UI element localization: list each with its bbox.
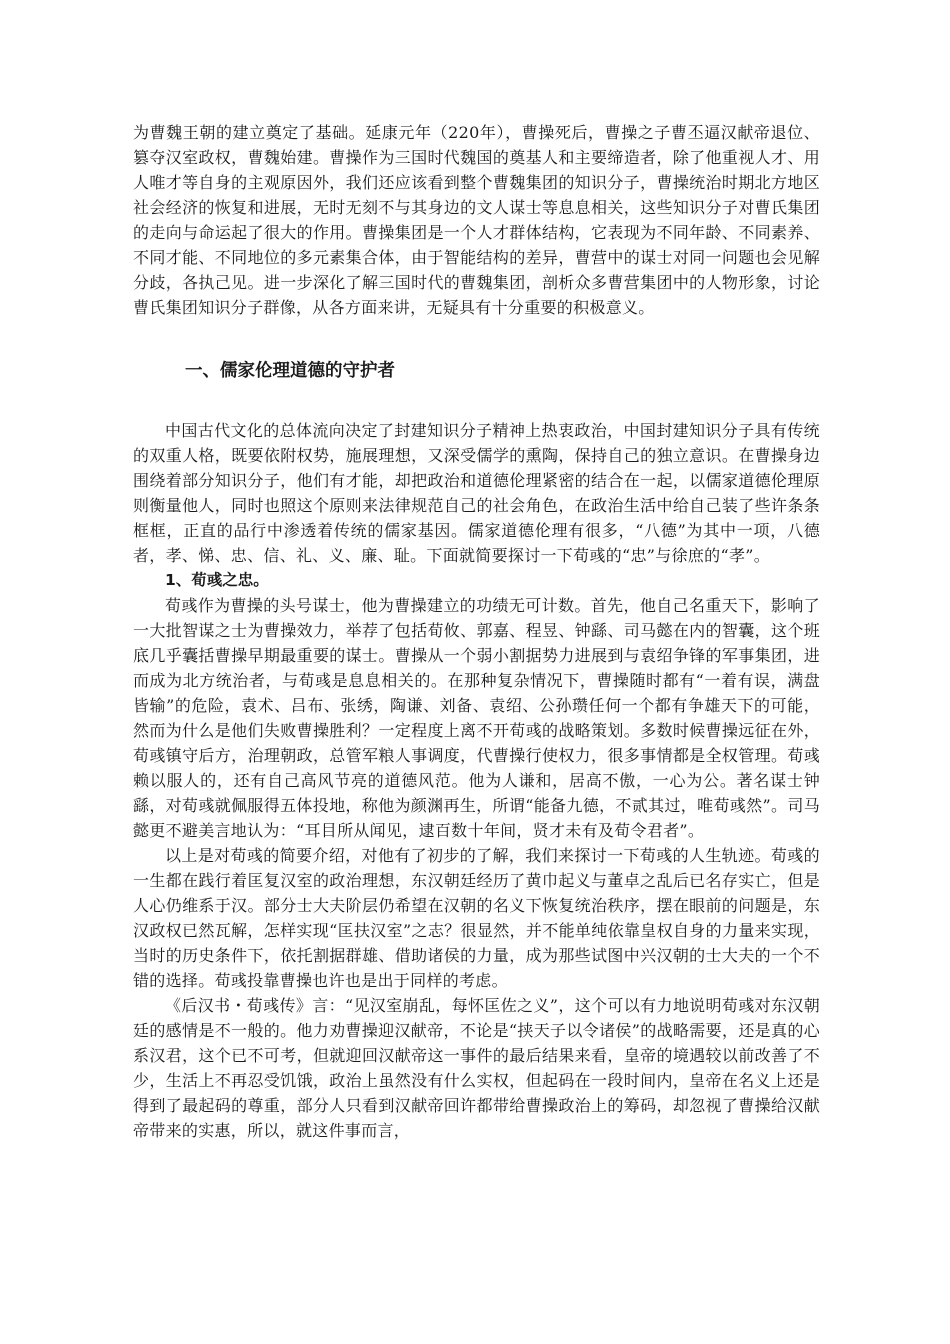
section-paragraph: 中国古代文化的总体流向决定了封建知识分子精神上热衷政治，中国封建知识分子具有传统的双重人格，既要依附权势，施展理想，又深受儒学的熏陶，保持自己的独立意识。在曹操身边围绕着部分知识分子，他们有才能，却把政治和道德伦理紧密的结合在一起，以儒家道德伦理原则衡量他人，同时也照这个原则来法律规范自己的社会角色，在政治生活中给自己装了些许条条框框，正直的品行中渗透着传统的儒家基因。儒家道德伦理有很多，“八德”为其中一项，八德者，孝、悌、忠、信、礼、义、廉、耻。下面就简要探讨一下荀彧的“忠”与徐庶的“孝”。 <box>133 421 820 565</box>
body-paragraph-2: 以上是对荀彧的简要介绍，对他有了初步的了解，我们来探讨一下荀彧的人生轨迹。荀彧的一生都在践行着匡复汉室的政治理想，东汉朝廷经历了黄巾起义与董卓之乱后已名存实亡，但是人心仍维系于汉。部分士大夫阶层仍希望在汉朝的名义下恢复统治秩序，摆在眼前的问题是，东汉政权已然瓦解，怎样实现“匡扶汉室”之志？很显然，并不能单纯依靠皇权自身的力量来实现，当时的历史条件下，依托割据群雄、借助诸侯的力量，成为那些试图中兴汉朝的士大夫的一个不错的选择。荀彧投靠曹操也许也是出于同样的考虑。 <box>133 846 820 990</box>
subsection-heading: 1、荀彧之忠。 <box>165 571 269 589</box>
body-paragraph-1: 荀彧作为曹操的头号谋士，他为曹操建立的功绩无可计数。首先，他自己名重天下，影响了一大批智谋之士为曹操效力，举荐了包括荀攸、郭嘉、程昱、钟繇、司马懿在内的智囊，这个班底几乎囊括曹操早期最重要的谋士。曹操从一个弱小割据势力进展到与袁绍争锋的军事集团，进而成为北方统治者，与荀彧是息息相关的。在那种复杂情况下，曹操随时都有“一着有误，满盘皆输”的危险，袁术、吕布、张绣，陶谦、刘备、袁绍、公孙瓒任何一个都有争雄天下的可能，然而为什么是他们失败曹操胜利？一定程度上离不开荀彧的战略策划。多数时候曹操远征在外，荀彧镇守后方，治理朝政，总管军粮人事调度，代曹操行使权力，很多事情都是全权管理。荀彧赖以服人的，还有自己高风节亮的道德风范。他为人谦和，居高不傲，一心为公。著名谋士钟繇，对荀彧就佩服得五体投地，称他为颜渊再生，所谓“能备九德，不贰其过，唯荀彧然”。司马懿更不避美言地认为：“耳目所从闻见，逮百数十年间，贤才未有及荀令君者”。 <box>133 596 820 840</box>
body-paragraph-3: 《后汉书・荀彧传》言：“见汉室崩乱，每怀匡佐之义”，这个可以有力地说明荀彧对东汉朝廷的感情是不一般的。他力劝曹操迎汉献帝，不论是“挟天子以令诸侯”的战略需要，还是真的心系汉君，这个已不可考，但就迎回汉献帝这一事件的最后结果来看，皇帝的境遇较以前改善了不少，生活上不再忍受饥饿，政治上虽然没有什么实权，但起码在一段时间内，皇帝在名义上还是得到了最起码的尊重，部分人只看到汉献帝回许都带给曹操政治上的筹码，却忽视了曹操给汉献帝带来的实惠，所以，就这件事而言， <box>133 996 820 1140</box>
document-page <box>133 120 820 1143</box>
section-heading: 一、儒家伦理道德的守护者 <box>185 361 395 381</box>
intro-paragraph: 为曹魏王朝的建立奠定了基础。延康元年（220年），曹操死后，曹操之子曹丕逼汉献帝退位、篡夺汉室政权，曹魏始建。曹操作为三国时代魏国的奠基人和主要缔造者，除了他重视人才、用人唯才等自身的主观原因外，我们还应该看到整个曹魏集团的知识分子，曹操统治时期北方地区社会经济的恢复和进展，无时无刻不与其身边的文人谋士等息息相关，这些知识分子对曹氏集团的走向与命运起了很大的作用。曹操集团是一个人才群体结构，它表现为不同年龄、不同素养、不同才能、不同地位的多元素集合体，由于智能结构的差异，曹营中的谋士对同一问题也会见解分歧，各执己见。进一步深化了解三国时代的曹魏集团，剖析众多曹营集团中的人物形象，讨论曹氏集团知识分子群像，从各方面来讲，无疑具有十分重要的积极意义。 <box>133 123 820 317</box>
